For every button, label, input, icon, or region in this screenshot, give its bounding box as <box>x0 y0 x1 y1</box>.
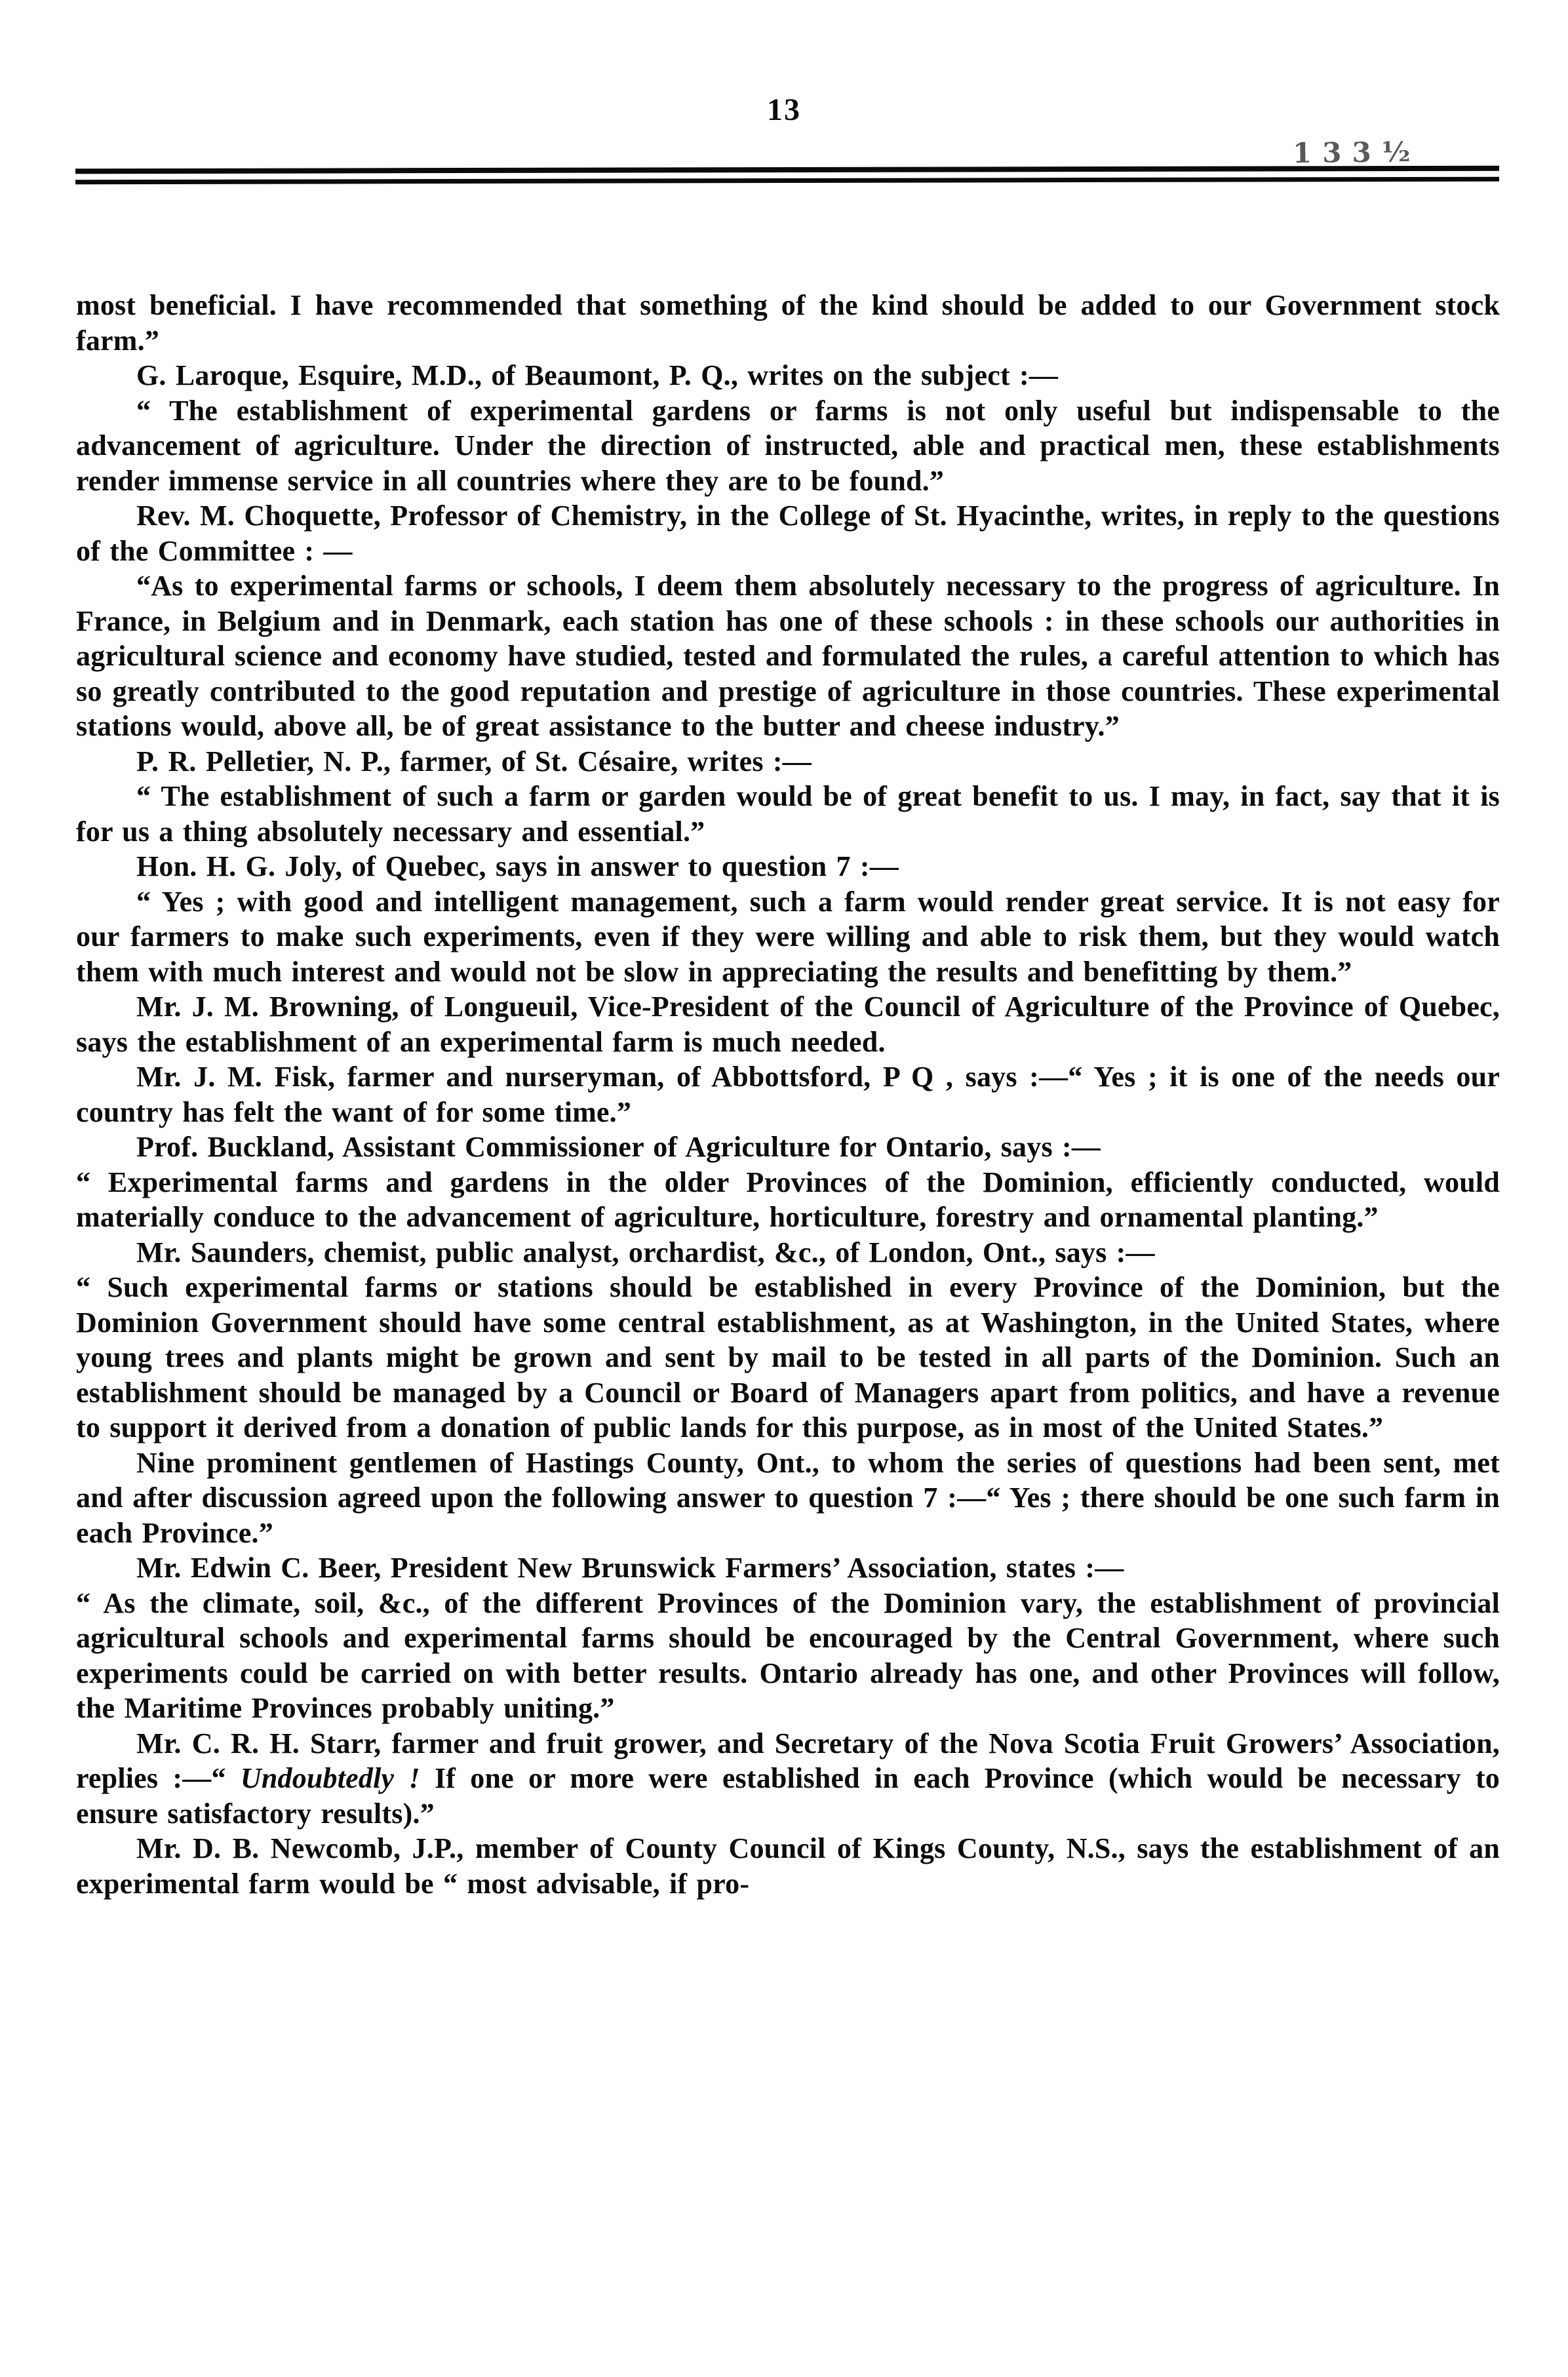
page-text <box>0 288 1568 1901</box>
text-run: “As to experimental farms or schools, I deem them absolutely necessary to the progress of agriculture. In France, in Belgium and in Denmark, each station has one of these schools : in these schools our authorities in agricultural science and economy have studied, tested and formulated the rules, a careful attention to which has so greatly contributed to the good reputation and prestige of agriculture in those countries. These experimental stations would, above all, be of great assistance to the butter and cheese industry.” <box>76 570 1500 742</box>
text-run: Mr. Edwin C. Beer, President New Brunswick Farmers’ Association, states :— <box>136 1552 1124 1584</box>
text-run: G. Laroque, Esquire, M.D., of Beaumont, P. Q., writes on the subject :— <box>136 359 1059 391</box>
text-run: Mr. D. B. Newcomb, J.P., member of County Council of Kings County, N.S., says the establishment of an experimental farm would be “ most advisable, if pro- <box>76 1832 1500 1900</box>
paragraph <box>76 779 1500 849</box>
paragraph <box>76 1550 1500 1586</box>
text-run: “ Experimental farms and gardens in the older Provinces of the Dominion, efficiently conducted, would materially conduce to the advancement of agriculture, horticulture, forestry and ornamental planting.” <box>76 1166 1500 1233</box>
paragraph <box>76 1445 1500 1551</box>
paragraph <box>76 1130 1500 1165</box>
text-run: Hon. H. G. Joly, of Quebec, says in answer to question 7 :— <box>136 850 899 882</box>
paragraph <box>76 884 1500 990</box>
paragraph <box>76 849 1500 884</box>
text-run: “ The establishment of experimental gardens or farms is not only useful but indispensable to the advancement of agriculture. Under the direction of instructed, able and practical men, these establishments render immense service in all countries where they are to be found.” <box>76 394 1500 497</box>
text-run: Rev. M. Choquette, Professor of Chemistry, in the College of St. Hyacinthe, writes, in reply to the questions of the Committee : — <box>76 500 1500 567</box>
paragraph <box>76 1726 1500 1832</box>
page-number: 13 <box>767 92 801 127</box>
paragraph <box>76 288 1500 358</box>
text-run: “ The establishment of such a farm or garden would be of great benefit to us. I may, in fact, say that it is for us a thing absolutely necessary and essential.” <box>76 780 1500 848</box>
paragraph <box>76 358 1500 393</box>
paragraph <box>76 989 1500 1059</box>
paragraph <box>76 1831 1500 1901</box>
text-run: “ Such experimental farms or stations should be established in every Province of the Dominion, but the Dominion Government should have some central establishment, as at Washington, in the United States, where young trees and plants might be grown and sent by mail to be tested in all parts of the Dominion. Such an establishment should be managed by a Council or Board of Managers apart from politics, and have a revenue to support it derived from a donation of public lands for this purpose, as in most of the United States.” <box>76 1271 1500 1444</box>
text-run: “ Yes ; with good and intelligent management, such a farm would render great service. It is not easy for our farmers to make such experiments, even if they were willing and able to risk them, but they would watch them with much interest and would not be slow in appreciating the results and benefitting by them.” <box>76 885 1500 988</box>
paragraph <box>76 498 1500 568</box>
text-run: Mr. J. M. Browning, of Longueuil, Vice-President of the Council of Agriculture of the Province of Quebec, says the establishment of an experimental farm is much needed. <box>76 991 1500 1058</box>
text-run: “ As the climate, soil, &c., of the different Provinces of the Dominion vary, the establishment of provincial agricultural schools and experimental farms should be encouraged by the Central Government, where such experiments could be carried on with better results. Ontario already has one, and other Provinces will follow, the Maritime Provinces probably uniting.” <box>76 1586 1500 1724</box>
text-run: Mr. Saunders, chemist, public analyst, orchardist, &c., of London, Ont., says :— <box>136 1236 1155 1268</box>
paragraph <box>76 1270 1500 1445</box>
text-run: P. R. Pelletier, N. P., farmer, of St. Césaire, writes :— <box>136 745 812 777</box>
page-stamp: 133½ <box>1292 135 1421 170</box>
text-run: most beneficial. I have recommended that something of the kind should be added to our Government stock farm.” <box>76 289 1500 357</box>
text-run: Mr. J. M. Fisk, farmer and nurseryman, of Abbottsford, P Q , says :—“ Yes ; it is one of the needs our country has felt the want of for some time.” <box>76 1061 1500 1128</box>
paragraph <box>76 1165 1500 1235</box>
text-run: Mr. C. R. H. Starr, farmer and fruit grower, and Secretary of the Nova Scotia Fruit Growers’ Association, replies :—“ <box>76 1727 1500 1794</box>
text-run: Prof. Buckland, Assistant Commissioner of Agriculture for Ontario, says :— <box>136 1131 1101 1163</box>
paragraph <box>76 1235 1500 1270</box>
paragraph <box>76 393 1500 499</box>
text-run: If one or more were established in each Province (which would be necessary to ensure satisfactory results).” <box>76 1762 1500 1830</box>
paragraph <box>76 744 1500 779</box>
italic-text-run: Undoubtedly ! <box>240 1762 420 1794</box>
header-rule <box>75 166 1499 185</box>
text-run: Nine prominent gentlemen of Hastings County, Ont., to whom the series of questions had been sent, met and after discussion agreed upon the following answer to question 7 :—“ Yes ; there should be one such farm in each Province.” <box>76 1446 1500 1549</box>
paragraph <box>76 568 1500 744</box>
paragraph <box>76 1586 1500 1726</box>
paragraph <box>76 1059 1500 1130</box>
